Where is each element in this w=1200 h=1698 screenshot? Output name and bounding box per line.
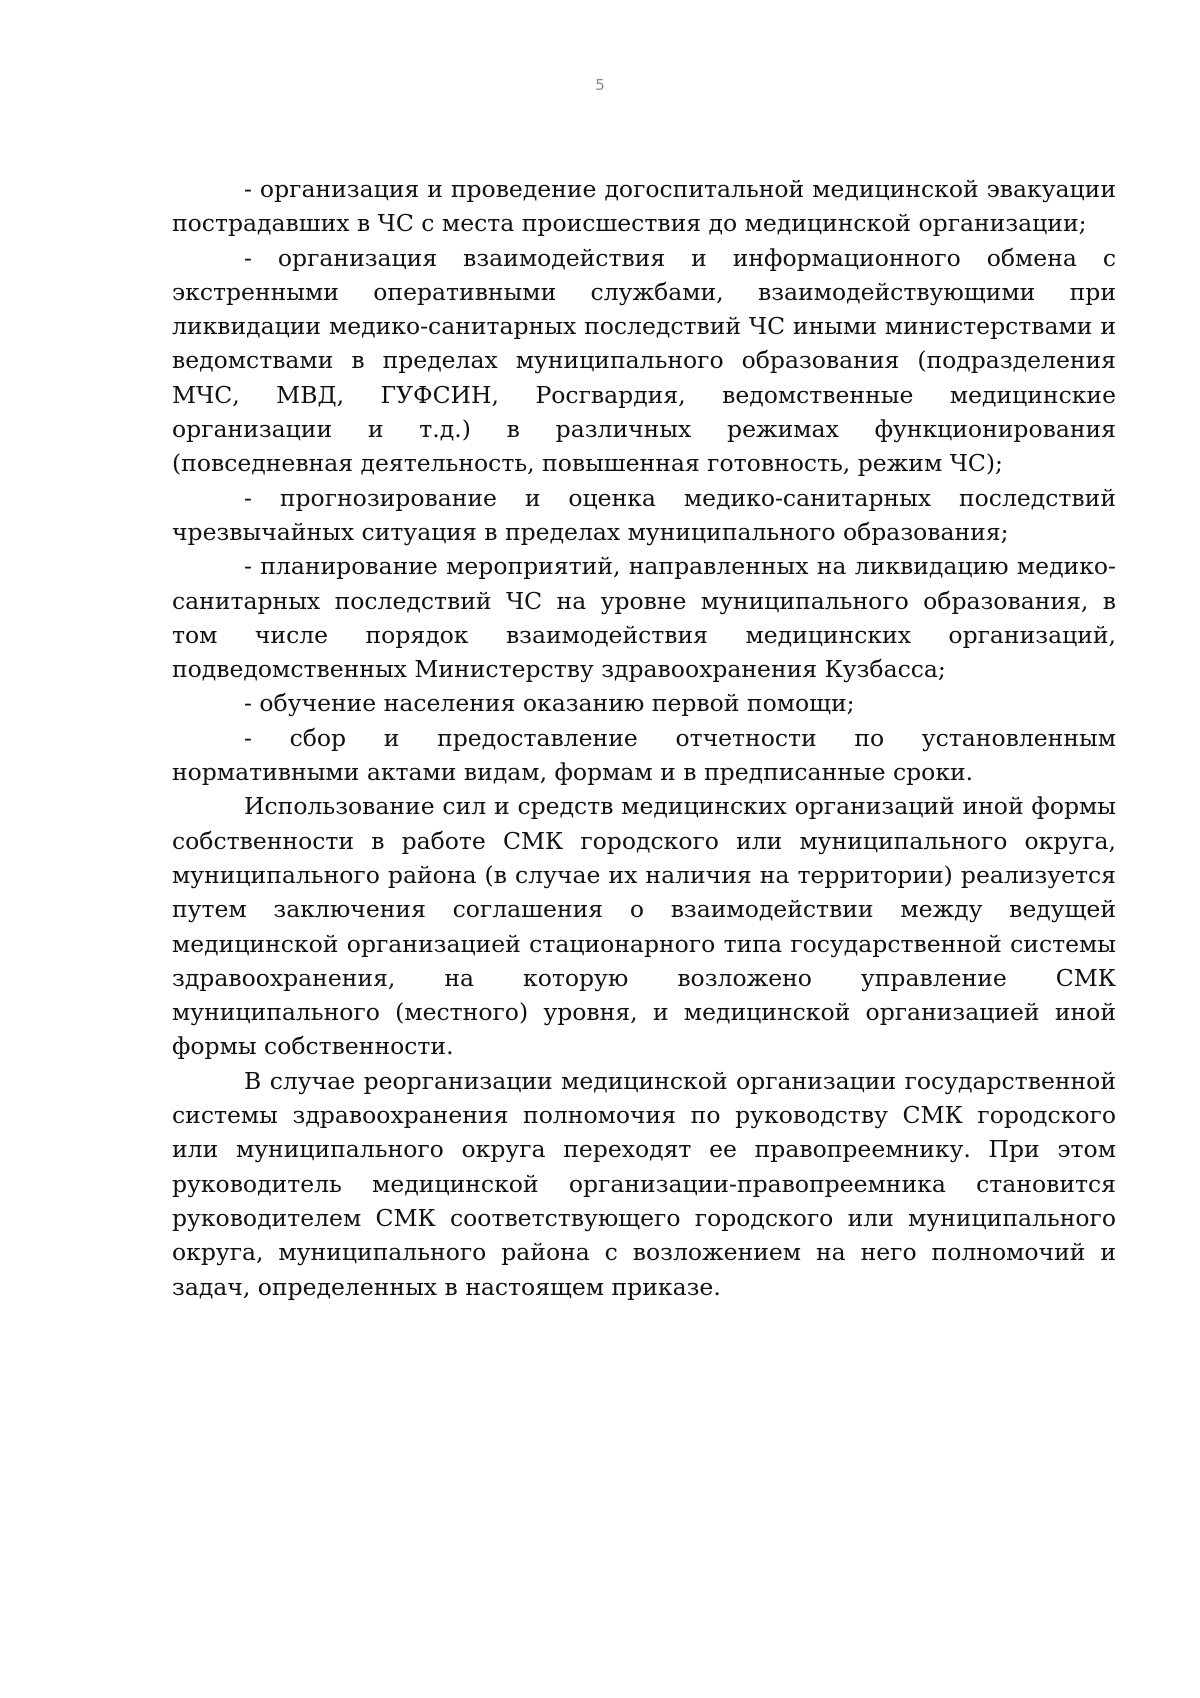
list-item-interaction: - организация взаимодействия и информационного обмена с экстренными оперативными службами, взаимодействующими при ликвидации медико-санитарных последствий ЧС иными министерствами и ведомствами в пределах муниципального образования (подразделения МЧС, МВД, ГУФСИН, Росгвардия, ведомственные медицинские организации и т.д.) в различных режимах функционирования (повседневная деятельность, повышенная готовность, режим ЧС); xyxy=(172,243,1116,478)
document-body xyxy=(172,172,1116,1304)
list-item-training: - обучение населения оказанию первой помощи; xyxy=(244,689,855,718)
list-item-forecasting: - прогнозирование и оценка медико-санитарных последствий чрезвычайных ситуация в пределах муниципального образования; xyxy=(172,483,1116,546)
paragraph-other-ownership: Использование сил и средств медицинских организаций иной формы собственности в работе СМК городского или муниципального округа, муниципального района (в случае их наличия на территории) реализуется путем заключения соглашения о взаимодействии между ведущей медицинской организацией стационарного типа государственной системы здравоохранения, на которую возложено управление СМК муниципального (местного) уровня, и медицинской организацией иной формы собственности. xyxy=(172,792,1116,1061)
paragraph-reorganization: В случае реорганизации медицинской организации государственной системы здравоохранения полномочия по руководству СМК городского или муниципального округа переходят ее правопреемнику. При этом руководитель медицинской организации-правопреемника становится руководителем СМК соответствующего городского или муниципального округа, муниципального района с возложением на него полномочий и задач, определенных в настоящем приказе. xyxy=(172,1066,1116,1301)
page-number: 5 xyxy=(595,76,605,94)
list-item-planning: - планирование мероприятий, направленных на ликвидацию медико-санитарных последствий ЧС на уровне муниципального образования, в том числе порядок взаимодействия медицинских организаций, подведомственных Министерству здравоохранения Кузбасса; xyxy=(172,552,1116,684)
list-item-reporting: - сбор и предоставление отчетности по установленным нормативными актами видам, формам и в предписанные сроки. xyxy=(172,723,1116,787)
list-item-evacuation: - организация и проведение догоспитальной медицинской эвакуации пострадавших в ЧС с места происшествия до медицинской организации; xyxy=(172,175,1116,238)
